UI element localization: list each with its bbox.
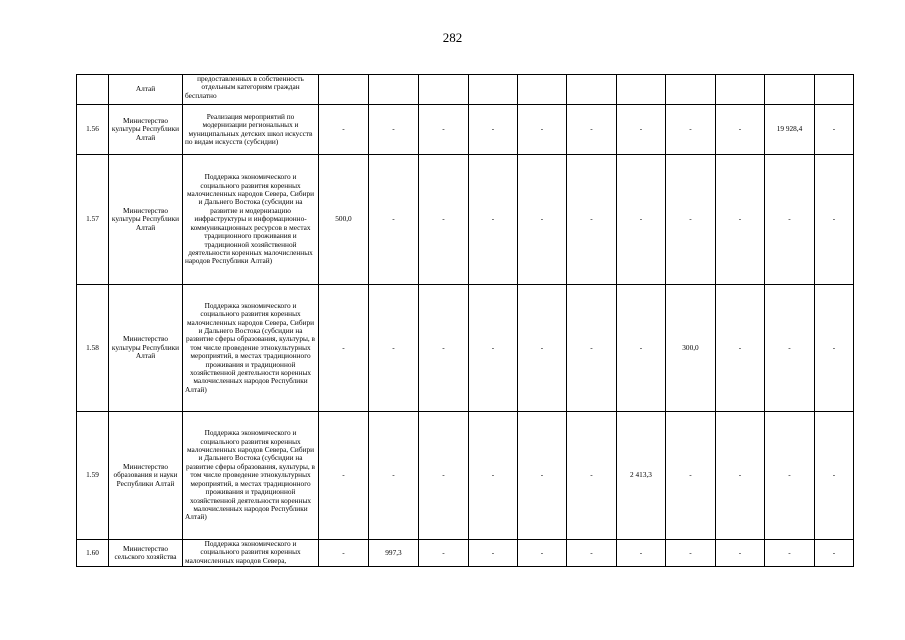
value-cell [518, 75, 567, 105]
value-cell [617, 75, 666, 105]
value-cell: - [815, 540, 854, 567]
value-cell: - [765, 285, 815, 412]
value-cell: - [469, 155, 518, 285]
description-cell: Поддержка экономического и социального развития коренных малочисленных народов Севера, [183, 540, 319, 567]
description-cell: Поддержка экономического и социального развития коренных малочисленных народов Севера, Сибири и Дальнего Востока (субсидии на развитие сферы образования, культуры, в том числе проведение этнокультурных мероприятий, в местах традиционного проживания и традиционной хозяйственной деятельности коренных малочисленных народов Республики Алтай) [183, 412, 319, 540]
value-cell: - [716, 285, 765, 412]
table-row [77, 412, 854, 540]
value-cell: - [369, 105, 419, 155]
executor-cell: Министерство культуры Республики Алтай [109, 105, 183, 155]
value-cell: - [419, 105, 469, 155]
value-cell: - [518, 540, 567, 567]
value-cell: - [419, 412, 469, 540]
value-cell: - [518, 155, 567, 285]
row-number-cell: 1.59 [77, 412, 109, 540]
value-cell: - [617, 540, 666, 567]
value-cell: - [469, 105, 518, 155]
value-cell [319, 75, 369, 105]
value-cell: - [469, 412, 518, 540]
executor-cell: Министерство культуры Республики Алтай [109, 155, 183, 285]
value-cell: 19 928,4 [765, 105, 815, 155]
value-cell [765, 75, 815, 105]
value-cell: - [567, 412, 617, 540]
table-row [77, 285, 854, 412]
value-cell: - [716, 412, 765, 540]
value-cell: - [567, 105, 617, 155]
row-number-cell: 1.56 [77, 105, 109, 155]
table-row [77, 105, 854, 155]
value-cell: 997,3 [369, 540, 419, 567]
description-cell: Реализация мероприятий по модернизации региональных и муниципальных детских школ искусств по видам искусств (субсидии) [183, 105, 319, 155]
value-cell: - [419, 285, 469, 412]
value-cell: - [518, 105, 567, 155]
table-row [77, 75, 854, 105]
value-cell: - [617, 155, 666, 285]
row-number-cell: 1.58 [77, 285, 109, 412]
value-cell: - [567, 155, 617, 285]
value-cell: - [716, 155, 765, 285]
value-cell: - [319, 105, 369, 155]
value-cell: - [369, 285, 419, 412]
value-cell [666, 75, 716, 105]
value-cell: - [815, 105, 854, 155]
row-number-cell: 1.60 [77, 540, 109, 567]
value-cell: - [666, 412, 716, 540]
description-cell: Поддержка экономического и социального развития коренных малочисленных народов Севера, Сибири и Дальнего Востока (субсидии на развитие и модернизацию инфраструктуры и информационно-коммуникационных ресурсов в местах традиционного проживания и традиционной хозяйственной деятельности коренных малочисленных народов Республики Алтай) [183, 155, 319, 285]
table-body [77, 75, 854, 567]
value-cell: - [369, 155, 419, 285]
value-cell: - [617, 285, 666, 412]
value-cell: - [815, 285, 854, 412]
value-cell: - [518, 412, 567, 540]
value-cell [419, 75, 469, 105]
value-cell: 300,0 [666, 285, 716, 412]
budget-table [76, 74, 854, 567]
value-cell [369, 75, 419, 105]
value-cell: - [518, 285, 567, 412]
description-cell: предоставленных в собственность отдельным категориям граждан бесплатно [183, 75, 319, 105]
value-cell: - [765, 155, 815, 285]
value-cell: - [419, 540, 469, 567]
value-cell: - [567, 285, 617, 412]
value-cell: - [666, 105, 716, 155]
executor-cell: Министерство культуры Республики Алтай [109, 285, 183, 412]
table-row [77, 540, 854, 567]
row-number-cell: 1.57 [77, 155, 109, 285]
value-cell [815, 75, 854, 105]
executor-cell: Алтай [109, 75, 183, 105]
executor-cell: Министерство образования и науки Республики Алтай [109, 412, 183, 540]
value-cell [716, 75, 765, 105]
value-cell: - [369, 412, 419, 540]
value-cell: - [469, 540, 518, 567]
value-cell: - [319, 540, 369, 567]
value-cell: - [666, 155, 716, 285]
page-number: 282 [442, 30, 463, 45]
value-cell: - [716, 540, 765, 567]
value-cell: - [815, 412, 854, 540]
value-cell [567, 75, 617, 105]
description-cell: Поддержка экономического и социального развития коренных малочисленных народов Севера, Сибири и Дальнего Востока (субсидии на развитие сферы образования, культуры, в том числе проведение этнокультурных мероприятий, в местах традиционного проживания и традиционной хозяйственной деятельности коренных малочисленных народов Республики Алтай) [183, 285, 319, 412]
value-cell: - [469, 285, 518, 412]
table-row [77, 155, 854, 285]
value-cell: - [617, 105, 666, 155]
value-cell: - [765, 412, 815, 540]
value-cell: 2 413,3 [617, 412, 666, 540]
row-number-cell [77, 75, 109, 105]
value-cell: - [419, 155, 469, 285]
value-cell [469, 75, 518, 105]
value-cell: 500,0 [319, 155, 369, 285]
value-cell: - [666, 540, 716, 567]
executor-cell: Министерство сельского хозяйства [109, 540, 183, 567]
value-cell: - [716, 105, 765, 155]
value-cell: - [567, 540, 617, 567]
value-cell: - [765, 540, 815, 567]
value-cell: - [319, 412, 369, 540]
value-cell: - [319, 285, 369, 412]
value-cell: - [815, 155, 854, 285]
